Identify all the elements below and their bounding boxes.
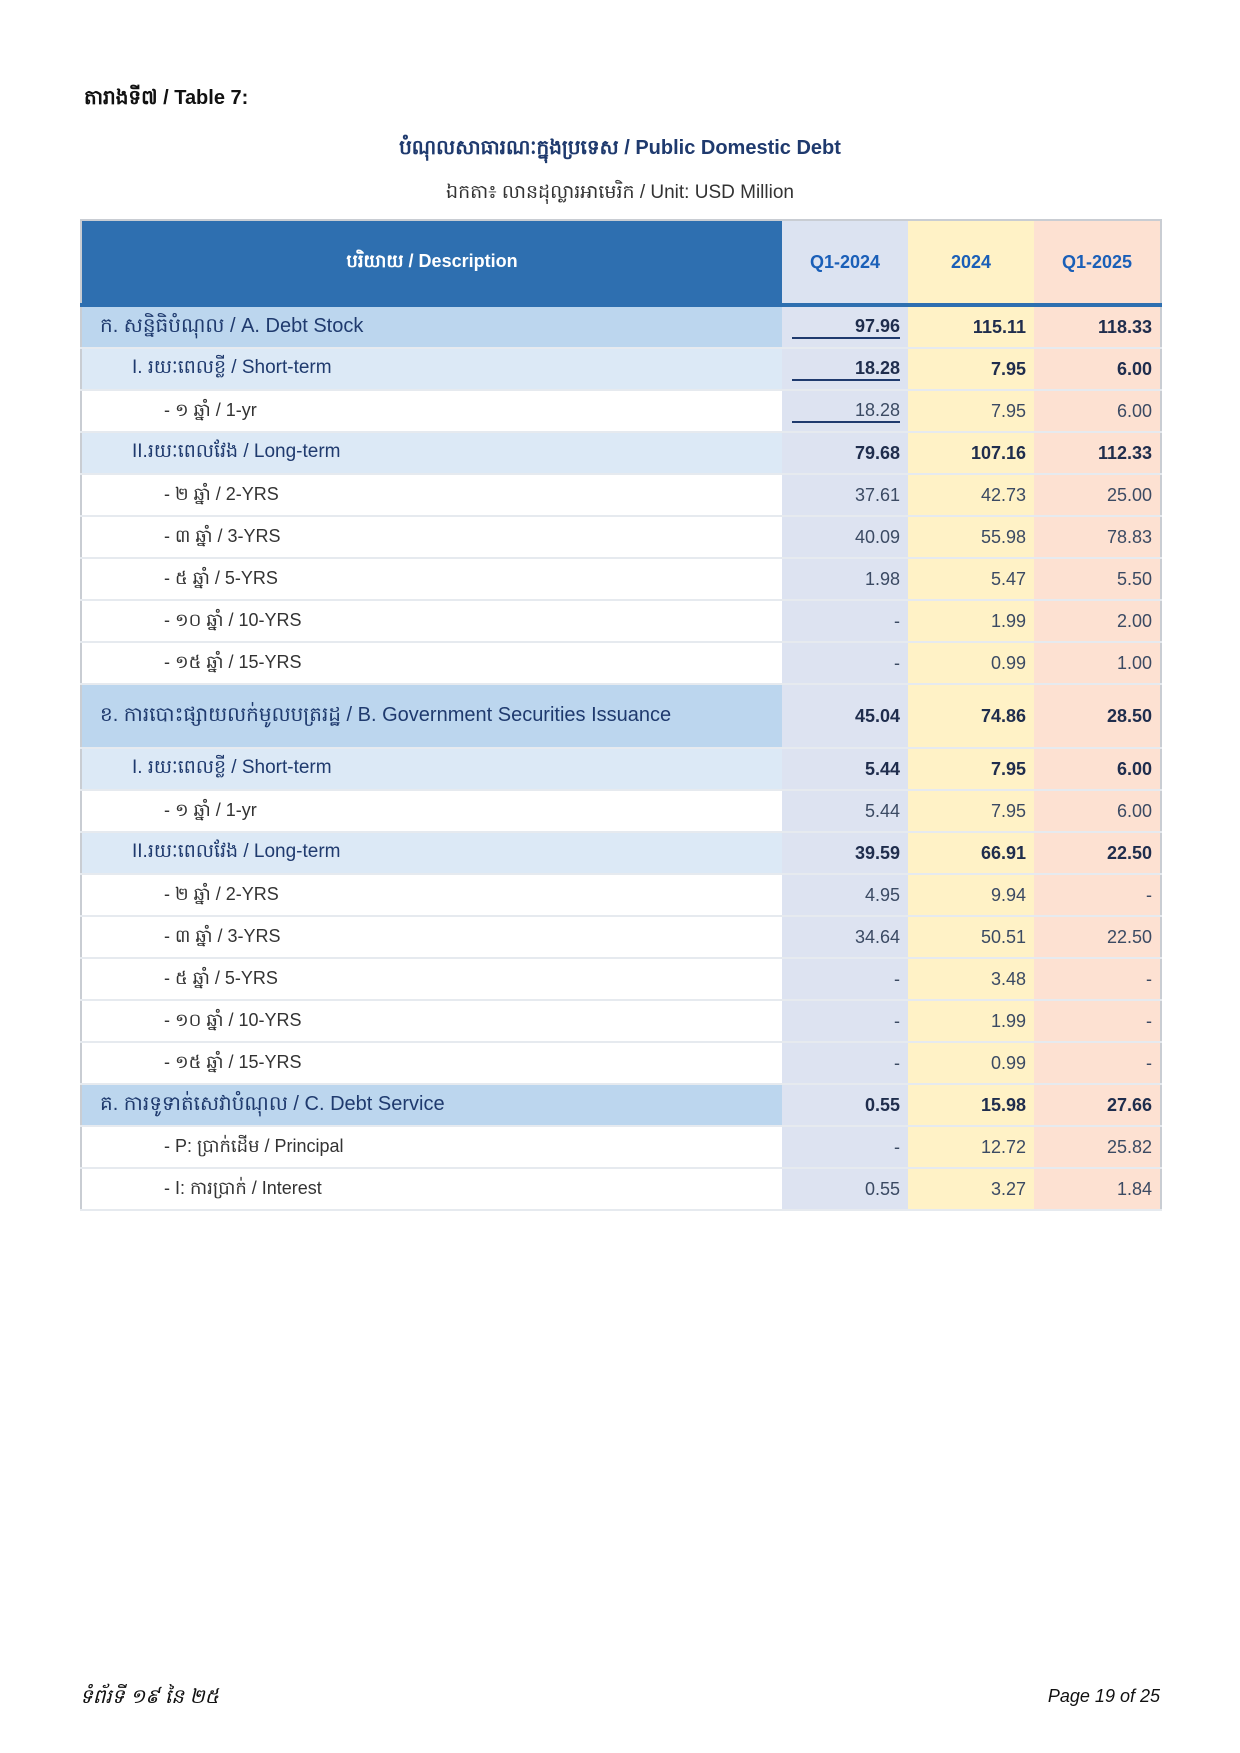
cell-q1-2025: 22.50 [1034,832,1161,874]
table-row [81,1084,1161,1126]
row-label: I. រយៈពេលខ្លី / Short-term [81,348,782,390]
table-row [81,1042,1161,1084]
row-label: - I: ការប្រាក់ / Interest [81,1168,782,1210]
cell-q1-2025: 27.66 [1034,1084,1161,1126]
cell-q1-2024: 5.44 [782,790,908,832]
cell-q1-2025: 6.00 [1034,348,1161,390]
cell-q1-2025: 25.82 [1034,1126,1161,1168]
cell-q1-2025: 2.00 [1034,600,1161,642]
cell-q1-2025: - [1034,874,1161,916]
cell-2024: 66.91 [908,832,1034,874]
cell-2024: 15.98 [908,1084,1034,1126]
cell-q1-2024: - [782,958,908,1000]
cell-q1-2025: - [1034,1042,1161,1084]
cell-2024: 1.99 [908,1000,1034,1042]
cell-q1-2024: 1.98 [782,558,908,600]
table-row [81,790,1161,832]
row-label: - ១០ ឆ្នាំ / 10-YRS [81,600,782,642]
cell-q1-2024 [782,390,908,432]
cell-q1-2024 [782,305,908,348]
table-row [81,1168,1161,1210]
cell-q1-2024: 79.68 [782,432,908,474]
row-label: - ៥ ឆ្នាំ / 5-YRS [81,958,782,1000]
cell-q1-2025: 6.00 [1034,390,1161,432]
table-row [81,600,1161,642]
cell-value: 18.28 [792,399,900,423]
cell-q1-2025: 22.50 [1034,916,1161,958]
cell-value: 97.96 [792,315,900,339]
row-label: - ១ ឆ្នាំ / 1-yr [81,790,782,832]
cell-2024: 7.95 [908,390,1034,432]
page-number-khmer: ទំព័រទី ១៩ នៃ ២៥ [80,1686,219,1708]
cell-q1-2025: 5.50 [1034,558,1161,600]
cell-q1-2024: 39.59 [782,832,908,874]
cell-2024: 9.94 [908,874,1034,916]
cell-q1-2024: - [782,642,908,684]
table-row [81,916,1161,958]
cell-2024: 55.98 [908,516,1034,558]
row-label: - ១ ឆ្នាំ / 1-yr [81,390,782,432]
cell-q1-2025: 1.84 [1034,1168,1161,1210]
public-domestic-debt-table [80,219,1162,1211]
table-row [81,684,1161,748]
cell-q1-2024: 40.09 [782,516,908,558]
table-row [81,642,1161,684]
cell-value: 18.28 [792,357,900,381]
cell-q1-2025: 6.00 [1034,748,1161,790]
cell-2024: 3.27 [908,1168,1034,1210]
cell-q1-2025: 78.83 [1034,516,1161,558]
table-row [81,748,1161,790]
row-label: - ១៥ ឆ្នាំ / 15-YRS [81,1042,782,1084]
table-row [81,305,1161,348]
row-label: - ៣ ឆ្នាំ / 3-YRS [81,516,782,558]
cell-2024: 3.48 [908,958,1034,1000]
cell-2024: 107.16 [908,432,1034,474]
table-number-label: តារាងទី៧ / Table 7: [84,87,249,109]
table-row [81,516,1161,558]
unit-subtitle: ឯកតា៖ លានដុល្លារអាមេរិក / Unit: USD Million [446,182,794,203]
cell-2024: 12.72 [908,1126,1034,1168]
cell-q1-2024: - [782,1126,908,1168]
cell-q1-2025: 118.33 [1034,305,1161,348]
row-label: - ១០ ឆ្នាំ / 10-YRS [81,1000,782,1042]
row-label: I. រយៈពេលខ្លី / Short-term [81,748,782,790]
column-header-q1-2025: Q1-2025 [1034,220,1161,305]
cell-q1-2024: - [782,600,908,642]
table-row [81,832,1161,874]
cell-q1-2024: 0.55 [782,1168,908,1210]
cell-q1-2024: - [782,1042,908,1084]
row-label: - P: ប្រាក់ដើម / Principal [81,1126,782,1168]
cell-2024: 7.95 [908,348,1034,390]
row-label: ខ. ការបោះផ្សាយលក់មូលបត្ររដ្ឋ / B. Government Securities Issuance [81,684,782,748]
cell-2024: 50.51 [908,916,1034,958]
column-header-description: បរិយាយ / Description [81,220,782,305]
row-label: - ៥ ឆ្នាំ / 5-YRS [81,558,782,600]
row-label: - ៣ ឆ្នាំ / 3-YRS [81,916,782,958]
cell-q1-2025: - [1034,1000,1161,1042]
cell-2024: 74.86 [908,684,1034,748]
cell-2024: 0.99 [908,642,1034,684]
table-row [81,874,1161,916]
cell-q1-2025: - [1034,958,1161,1000]
cell-2024: 42.73 [908,474,1034,516]
row-label: ក. សន្និធិបំណុល / A. Debt Stock [81,305,782,348]
cell-q1-2025: 1.00 [1034,642,1161,684]
row-label: - ១៥ ឆ្នាំ / 15-YRS [81,642,782,684]
table-row [81,1000,1161,1042]
cell-2024: 0.99 [908,1042,1034,1084]
row-label: - ២ ឆ្នាំ / 2-YRS [81,474,782,516]
row-label: - ២ ឆ្នាំ / 2-YRS [81,874,782,916]
cell-q1-2025: 28.50 [1034,684,1161,748]
cell-q1-2024: 37.61 [782,474,908,516]
table-title: បំណុលសាធារណៈក្នុងប្រទេស / Public Domestic Debt [399,137,841,159]
table-row [81,390,1161,432]
table-row [81,558,1161,600]
cell-2024: 5.47 [908,558,1034,600]
cell-q1-2024: 45.04 [782,684,908,748]
table-row [81,432,1161,474]
column-header-2024: 2024 [908,220,1034,305]
cell-q1-2024: 0.55 [782,1084,908,1126]
cell-q1-2025: 25.00 [1034,474,1161,516]
row-label: គ. ការទូទាត់សេវាបំណុល / C. Debt Service [81,1084,782,1126]
cell-2024: 1.99 [908,600,1034,642]
table-header-row [81,220,1161,305]
cell-q1-2025: 112.33 [1034,432,1161,474]
cell-q1-2025: 6.00 [1034,790,1161,832]
table-row [81,1126,1161,1168]
table-row [81,474,1161,516]
cell-q1-2024: - [782,1000,908,1042]
cell-q1-2024: 4.95 [782,874,908,916]
row-label: II.រយៈពេលវែង / Long-term [81,832,782,874]
table-row [81,348,1161,390]
cell-q1-2024: 5.44 [782,748,908,790]
row-label: II.រយៈពេលវែង / Long-term [81,432,782,474]
column-header-q1-2024: Q1-2024 [782,220,908,305]
page-number: Page 19 of 25 [1047,1686,1160,1706]
cell-q1-2024: 34.64 [782,916,908,958]
table-row [81,958,1161,1000]
cell-2024: 115.11 [908,305,1034,348]
cell-q1-2024 [782,348,908,390]
cell-2024: 7.95 [908,790,1034,832]
cell-2024: 7.95 [908,748,1034,790]
